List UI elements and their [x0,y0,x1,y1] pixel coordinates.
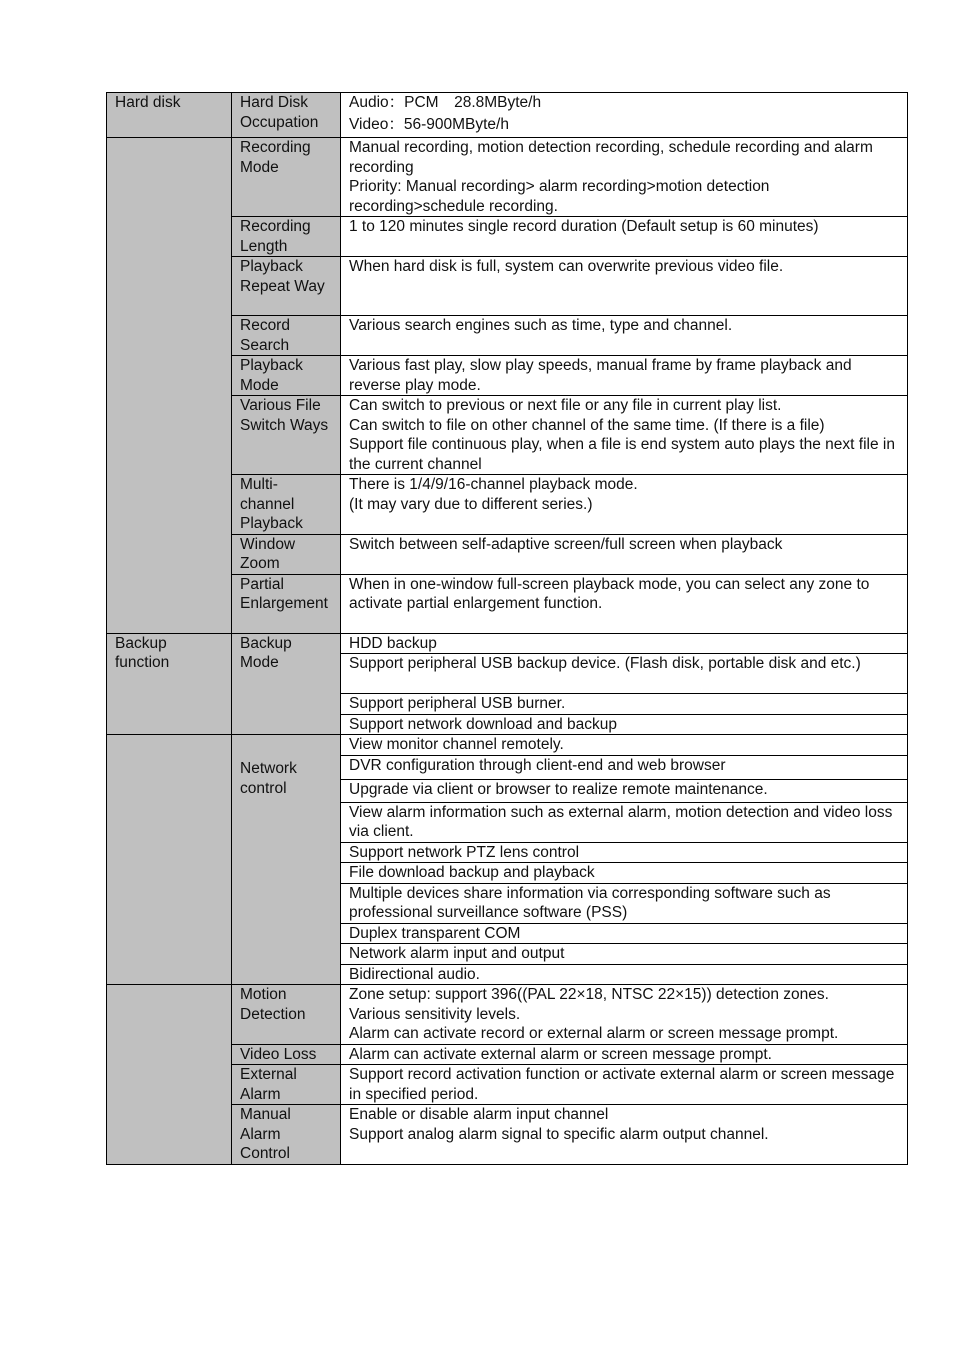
table-row [107,735,908,756]
table-row [107,93,908,138]
desc-hdd-occupation [341,93,908,138]
desc-playback-repeat: When hard disk is full, system can overwrite previous video file. [341,257,908,316]
category-motion-alarm [107,985,232,1165]
desc-line: There is 1/4/9/16-channel playback mode. [349,476,638,493]
desc-net-8: Duplex transparent COM [341,923,908,944]
desc-line: Priority: Manual recording> alarm recording>motion detection recording>schedule recording. [349,178,770,215]
desc-line: Zone setup: support 396((PAL 22×18, NTSC 22×15)) detection zones. [349,986,829,1003]
desc-playback-mode: Various fast play, slow play speeds, manual frame by frame playback and reverse play mode. [341,356,908,396]
sub-recording-length: Recording Length [232,217,341,257]
desc-net-3: Upgrade via client or browser to realize remote maintenance. [341,779,908,802]
desc-line: Support analog alarm signal to specific alarm output channel. [349,1125,769,1143]
desc-net-1: View monitor channel remotely. [341,735,908,756]
sub-multi-channel: Multi-channel Playback [232,475,341,535]
desc-line: Alarm can activate record or external alarm or screen message prompt. [349,1025,839,1042]
desc-window-zoom: Switch between self-adaptive screen/full screen when playback [341,534,908,574]
table-row [107,138,908,217]
sub-window-zoom: Window Zoom [232,534,341,574]
desc-net-7: Multiple devices share information via corresponding software such as professional surveillance software (PSS) [341,883,908,923]
sub-partial-enlargement: Partial Enlargement [232,574,341,633]
sub-video-loss: Video Loss [232,1044,341,1065]
desc-net-10: Bidirectional audio. [341,964,908,985]
desc-record-search: Various search engines such as time, type and channel. [341,316,908,356]
sub-record-search: Record Search [232,316,341,356]
specification-table [106,92,908,1165]
desc-line: Manual recording, motion detection recording, schedule recording and alarm recording [349,139,873,176]
sub-playback-repeat: Playback Repeat Way [232,257,341,316]
desc-net-5: Support network PTZ lens control [341,842,908,863]
desc-line: Can switch to previous or next file or any file in current play list. [349,397,782,414]
desc-video-loss: Alarm can activate external alarm or screen message prompt. [341,1044,908,1065]
desc-backup-4: Support network download and backup [341,714,908,735]
category-backup: Backup function [107,633,232,735]
table-row [107,985,908,1045]
desc-line: Audio：PCM 28.8MByte/h [349,94,542,111]
sub-motion-detection: Motion Detection [232,985,341,1045]
desc-line: Video：56-900MByte/h [349,115,509,133]
desc-line: Support file continuous play, when a file is end system auto plays the next file in the current channel [349,436,895,473]
desc-net-4: View alarm information such as external alarm, motion detection and video loss via client. [341,802,908,842]
desc-manual-alarm [341,1105,908,1165]
desc-file-switch [341,396,908,475]
desc-line: Enable or disable alarm input channel [349,1106,609,1123]
desc-line: Various sensitivity levels. [349,1005,521,1023]
category-hard-disk: Hard disk [107,93,232,138]
category-network [107,735,232,985]
desc-net-9: Network alarm input and output [341,944,908,965]
desc-recording-mode [341,138,908,217]
sub-backup-mode: Backup Mode [232,633,341,735]
sub-playback-mode: Playback Mode [232,356,341,396]
desc-multi-channel [341,475,908,535]
table-row [107,633,908,654]
desc-backup-3: Support peripheral USB burner. [341,694,908,715]
sub-external-alarm: External Alarm [232,1065,341,1105]
desc-motion-detection [341,985,908,1045]
desc-net-2: DVR configuration through client-end and web browser [341,755,908,779]
sub-network-control [232,735,341,985]
desc-external-alarm: Support record activation function or activate external alarm or screen message in specified period. [341,1065,908,1105]
sub-file-switch: Various File Switch Ways [232,396,341,475]
desc-backup-1: HDD backup [341,633,908,654]
category-label [115,985,223,988]
sub-hdd-occupation: Hard Disk Occupation [232,93,341,138]
desc-line: Can switch to file on other channel of the same time. (If there is a file) [349,416,825,434]
desc-partial-enlargement: When in one-window full-screen playback mode, you can select any zone to activate partial enlargement function. [341,574,908,633]
desc-recording-length: 1 to 120 minutes single record duration (Default setup is 60 minutes) [341,217,908,257]
desc-line: (It may vary due to different series.) [349,495,593,513]
category-record-playback [107,138,232,634]
sub-manual-alarm: Manual Alarm Control [232,1105,341,1165]
desc-net-6: File download backup and playback [341,863,908,884]
sub-label: Network control [240,760,297,797]
desc-backup-2: Support peripheral USB backup device. (Flash disk, portable disk and etc.) [341,654,908,694]
sub-recording-mode: Recording Mode [232,138,341,217]
